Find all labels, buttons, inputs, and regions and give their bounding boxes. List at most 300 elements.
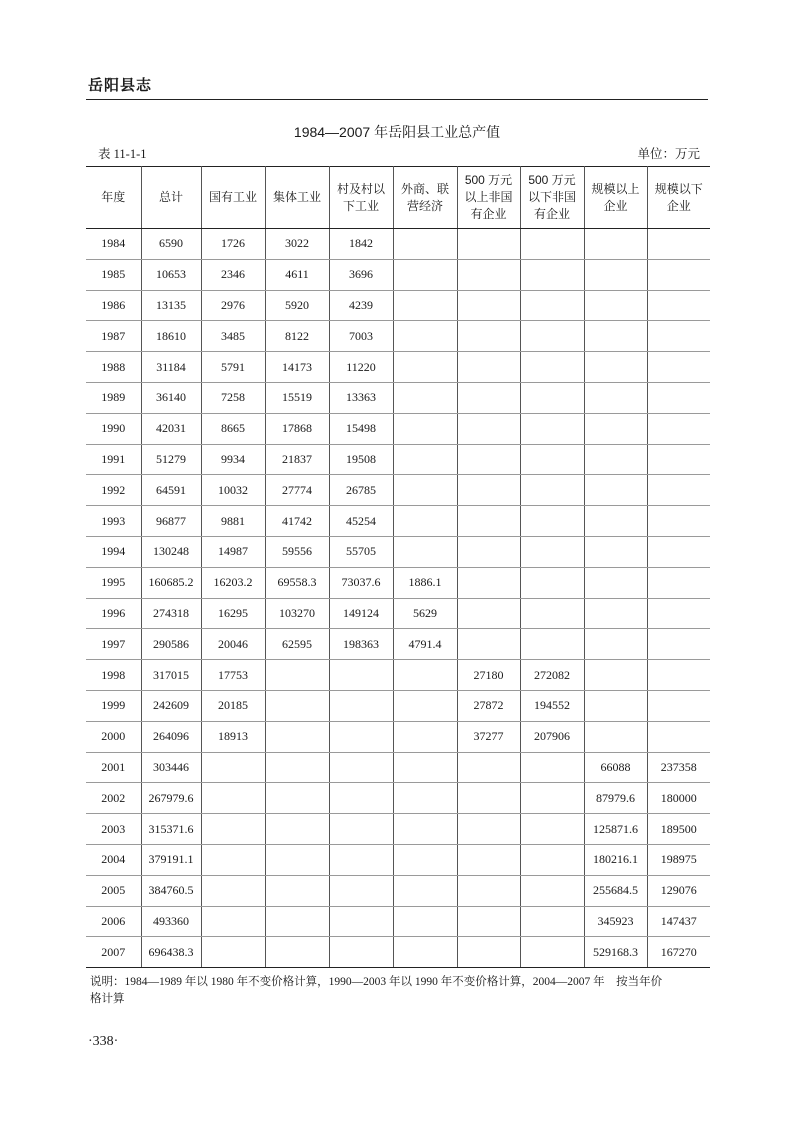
value-cell bbox=[647, 721, 710, 752]
table-row bbox=[86, 352, 710, 383]
column-header-line: 规模以下 bbox=[654, 181, 703, 196]
column-header-line: 企业 bbox=[603, 198, 628, 213]
value-cell bbox=[520, 536, 584, 567]
value-cell: 6590 bbox=[141, 229, 201, 260]
value-cell: 18913 bbox=[201, 721, 265, 752]
value-cell bbox=[457, 814, 520, 845]
value-cell bbox=[647, 413, 710, 444]
value-cell bbox=[584, 598, 647, 629]
value-cell: 2976 bbox=[201, 290, 265, 321]
year-cell: 1995 bbox=[86, 567, 141, 598]
column-header bbox=[457, 167, 520, 229]
value-cell: 207906 bbox=[520, 721, 584, 752]
column-header bbox=[329, 167, 393, 229]
year-cell: 2003 bbox=[86, 814, 141, 845]
value-cell: 66088 bbox=[584, 752, 647, 783]
value-cell: 51279 bbox=[141, 444, 201, 475]
value-cell: 194552 bbox=[520, 690, 584, 721]
value-cell: 15519 bbox=[265, 382, 329, 413]
value-cell bbox=[393, 475, 457, 506]
value-cell: 59556 bbox=[265, 536, 329, 567]
value-cell bbox=[584, 382, 647, 413]
table-row bbox=[86, 444, 710, 475]
year-cell: 2000 bbox=[86, 721, 141, 752]
value-cell bbox=[520, 598, 584, 629]
value-cell bbox=[393, 690, 457, 721]
table-row bbox=[86, 937, 710, 968]
value-cell: 64591 bbox=[141, 475, 201, 506]
value-cell bbox=[329, 783, 393, 814]
note-line: 说明：1984—1989 年以 1980 年不变价格计算，1990—2003 年以 1990 年不变价格计算，2004—2007 年 按当年价 bbox=[90, 976, 663, 988]
column-header bbox=[201, 167, 265, 229]
value-cell bbox=[457, 629, 520, 660]
value-cell bbox=[520, 259, 584, 290]
value-cell: 17753 bbox=[201, 660, 265, 691]
value-cell: 180000 bbox=[647, 783, 710, 814]
value-cell bbox=[457, 598, 520, 629]
year-cell: 1994 bbox=[86, 536, 141, 567]
table-row bbox=[86, 752, 710, 783]
value-cell bbox=[393, 875, 457, 906]
value-cell bbox=[647, 321, 710, 352]
value-cell: 27774 bbox=[265, 475, 329, 506]
column-header-line: 以下非国 bbox=[527, 190, 576, 204]
value-cell bbox=[520, 567, 584, 598]
value-cell bbox=[520, 814, 584, 845]
value-cell bbox=[457, 229, 520, 260]
value-cell: 7258 bbox=[201, 382, 265, 413]
value-cell bbox=[584, 475, 647, 506]
value-cell bbox=[520, 444, 584, 475]
column-header bbox=[141, 167, 201, 229]
value-cell bbox=[520, 906, 584, 937]
value-cell bbox=[329, 660, 393, 691]
value-cell bbox=[393, 506, 457, 537]
value-cell: 529168.3 bbox=[584, 937, 647, 968]
year-cell: 1997 bbox=[86, 629, 141, 660]
value-cell: 26785 bbox=[329, 475, 393, 506]
value-cell bbox=[265, 844, 329, 875]
value-cell bbox=[393, 444, 457, 475]
value-cell bbox=[520, 629, 584, 660]
table-row bbox=[86, 382, 710, 413]
value-cell: 20185 bbox=[201, 690, 265, 721]
value-cell bbox=[647, 660, 710, 691]
column-header bbox=[584, 167, 647, 229]
value-cell bbox=[265, 906, 329, 937]
table-row bbox=[86, 844, 710, 875]
value-cell: 14987 bbox=[201, 536, 265, 567]
year-cell: 1996 bbox=[86, 598, 141, 629]
value-cell: 189500 bbox=[647, 814, 710, 845]
page-number: ·338· bbox=[88, 1034, 119, 1049]
year-cell: 2004 bbox=[86, 844, 141, 875]
value-cell: 147437 bbox=[647, 906, 710, 937]
value-cell: 1886.1 bbox=[393, 567, 457, 598]
value-cell: 10032 bbox=[201, 475, 265, 506]
value-cell bbox=[265, 721, 329, 752]
value-cell: 11220 bbox=[329, 352, 393, 383]
value-cell bbox=[265, 814, 329, 845]
value-cell: 2346 bbox=[201, 259, 265, 290]
value-cell: 17868 bbox=[265, 413, 329, 444]
value-cell: 5791 bbox=[201, 352, 265, 383]
year-cell: 1989 bbox=[86, 382, 141, 413]
value-cell: 7003 bbox=[329, 321, 393, 352]
column-header-line: 规模以上 bbox=[591, 181, 640, 196]
table-row bbox=[86, 690, 710, 721]
value-cell: 16295 bbox=[201, 598, 265, 629]
value-cell bbox=[584, 229, 647, 260]
value-cell bbox=[329, 690, 393, 721]
value-cell: 242609 bbox=[141, 690, 201, 721]
column-header bbox=[647, 167, 710, 229]
value-cell: 125871.6 bbox=[584, 814, 647, 845]
value-cell bbox=[457, 321, 520, 352]
table-title: 1984—2007 年岳阳县工业总产值 bbox=[293, 124, 501, 140]
value-cell: 198975 bbox=[647, 844, 710, 875]
value-cell bbox=[393, 352, 457, 383]
value-cell bbox=[393, 783, 457, 814]
value-cell bbox=[520, 937, 584, 968]
table-row bbox=[86, 629, 710, 660]
value-cell bbox=[520, 752, 584, 783]
value-cell bbox=[457, 875, 520, 906]
value-cell bbox=[457, 444, 520, 475]
value-cell bbox=[393, 844, 457, 875]
column-header-line: 村及村以 bbox=[336, 181, 385, 196]
value-cell bbox=[329, 937, 393, 968]
industrial-output-table bbox=[86, 166, 710, 968]
table-row bbox=[86, 506, 710, 537]
value-cell: 4611 bbox=[265, 259, 329, 290]
value-cell bbox=[647, 352, 710, 383]
year-cell: 1998 bbox=[86, 660, 141, 691]
value-cell bbox=[584, 721, 647, 752]
year-cell: 1991 bbox=[86, 444, 141, 475]
value-cell: 303446 bbox=[141, 752, 201, 783]
column-header-line: 有企业 bbox=[533, 207, 570, 221]
value-cell bbox=[647, 290, 710, 321]
value-cell: 290586 bbox=[141, 629, 201, 660]
value-cell bbox=[520, 413, 584, 444]
value-cell: 21837 bbox=[265, 444, 329, 475]
value-cell bbox=[520, 321, 584, 352]
year-cell: 1986 bbox=[86, 290, 141, 321]
value-cell: 73037.6 bbox=[329, 567, 393, 598]
value-cell bbox=[457, 844, 520, 875]
value-cell bbox=[393, 413, 457, 444]
value-cell bbox=[393, 660, 457, 691]
value-cell: 237358 bbox=[647, 752, 710, 783]
value-cell bbox=[647, 382, 710, 413]
value-cell bbox=[520, 290, 584, 321]
table-row bbox=[86, 814, 710, 845]
value-cell: 317015 bbox=[141, 660, 201, 691]
value-cell bbox=[265, 752, 329, 783]
table-note bbox=[90, 974, 710, 1008]
value-cell bbox=[393, 814, 457, 845]
value-cell bbox=[457, 752, 520, 783]
value-cell: 384760.5 bbox=[141, 875, 201, 906]
value-cell: 272082 bbox=[520, 660, 584, 691]
year-cell: 2002 bbox=[86, 783, 141, 814]
value-cell: 167270 bbox=[647, 937, 710, 968]
column-header-line: 集体工业 bbox=[272, 190, 321, 204]
value-cell bbox=[647, 567, 710, 598]
column-header bbox=[86, 167, 141, 229]
value-cell bbox=[457, 536, 520, 567]
value-cell: 1842 bbox=[329, 229, 393, 260]
column-header-line: 500 万元 bbox=[464, 173, 513, 187]
year-cell: 2007 bbox=[86, 937, 141, 968]
column-header-line: 企业 bbox=[666, 198, 691, 213]
value-cell bbox=[457, 906, 520, 937]
value-cell bbox=[584, 567, 647, 598]
table-row bbox=[86, 229, 710, 260]
value-cell bbox=[393, 937, 457, 968]
value-cell bbox=[201, 783, 265, 814]
value-cell bbox=[457, 783, 520, 814]
running-head: 岳阳县志 bbox=[88, 77, 153, 94]
value-cell: 55705 bbox=[329, 536, 393, 567]
column-header-line: 以上非国 bbox=[464, 190, 513, 204]
value-cell: 696438.3 bbox=[141, 937, 201, 968]
value-cell bbox=[647, 629, 710, 660]
value-cell bbox=[457, 506, 520, 537]
value-cell bbox=[329, 906, 393, 937]
value-cell: 16203.2 bbox=[201, 567, 265, 598]
value-cell: 20046 bbox=[201, 629, 265, 660]
value-cell: 27180 bbox=[457, 660, 520, 691]
value-cell bbox=[584, 506, 647, 537]
value-cell bbox=[329, 721, 393, 752]
table-body bbox=[86, 229, 710, 968]
value-cell bbox=[520, 352, 584, 383]
column-header-line: 500 万元 bbox=[528, 173, 576, 187]
value-cell: 4239 bbox=[329, 290, 393, 321]
value-cell bbox=[329, 875, 393, 906]
value-cell bbox=[393, 536, 457, 567]
value-cell: 493360 bbox=[141, 906, 201, 937]
value-cell: 15498 bbox=[329, 413, 393, 444]
value-cell: 267979.6 bbox=[141, 783, 201, 814]
value-cell: 69558.3 bbox=[265, 567, 329, 598]
value-cell bbox=[329, 814, 393, 845]
value-cell: 96877 bbox=[141, 506, 201, 537]
table-row bbox=[86, 598, 710, 629]
value-cell bbox=[457, 475, 520, 506]
value-cell: 274318 bbox=[141, 598, 201, 629]
year-cell: 1985 bbox=[86, 259, 141, 290]
value-cell: 31184 bbox=[141, 352, 201, 383]
table-row bbox=[86, 290, 710, 321]
table-row bbox=[86, 783, 710, 814]
year-cell: 1999 bbox=[86, 690, 141, 721]
value-cell: 9934 bbox=[201, 444, 265, 475]
year-cell: 2006 bbox=[86, 906, 141, 937]
value-cell: 4791.4 bbox=[393, 629, 457, 660]
year-cell: 1984 bbox=[86, 229, 141, 260]
value-cell: 264096 bbox=[141, 721, 201, 752]
value-cell bbox=[457, 413, 520, 444]
value-cell: 379191.1 bbox=[141, 844, 201, 875]
value-cell: 129076 bbox=[647, 875, 710, 906]
value-cell bbox=[647, 475, 710, 506]
value-cell bbox=[647, 229, 710, 260]
value-cell: 5920 bbox=[265, 290, 329, 321]
value-cell: 345923 bbox=[584, 906, 647, 937]
value-cell bbox=[201, 752, 265, 783]
table-row bbox=[86, 567, 710, 598]
value-cell: 198363 bbox=[329, 629, 393, 660]
value-cell bbox=[265, 783, 329, 814]
value-cell: 14173 bbox=[265, 352, 329, 383]
value-cell bbox=[393, 259, 457, 290]
table-row bbox=[86, 321, 710, 352]
value-cell bbox=[520, 229, 584, 260]
value-cell bbox=[393, 752, 457, 783]
value-cell: 8122 bbox=[265, 321, 329, 352]
value-cell bbox=[520, 382, 584, 413]
table-row bbox=[86, 721, 710, 752]
value-cell: 130248 bbox=[141, 536, 201, 567]
value-cell bbox=[265, 875, 329, 906]
value-cell bbox=[393, 290, 457, 321]
value-cell: 255684.5 bbox=[584, 875, 647, 906]
value-cell: 18610 bbox=[141, 321, 201, 352]
value-cell: 41742 bbox=[265, 506, 329, 537]
value-cell: 103270 bbox=[265, 598, 329, 629]
value-cell: 37277 bbox=[457, 721, 520, 752]
value-cell: 160685.2 bbox=[141, 567, 201, 598]
value-cell bbox=[647, 598, 710, 629]
value-cell bbox=[457, 352, 520, 383]
value-cell bbox=[457, 567, 520, 598]
value-cell: 36140 bbox=[141, 382, 201, 413]
value-cell bbox=[647, 506, 710, 537]
value-cell bbox=[647, 259, 710, 290]
column-header-line: 年度 bbox=[101, 190, 126, 204]
value-cell: 13363 bbox=[329, 382, 393, 413]
value-cell bbox=[584, 444, 647, 475]
value-cell bbox=[329, 844, 393, 875]
value-cell bbox=[265, 937, 329, 968]
value-cell bbox=[201, 814, 265, 845]
value-cell: 180216.1 bbox=[584, 844, 647, 875]
table-unit: 单位：万元 bbox=[637, 147, 700, 161]
table-row bbox=[86, 875, 710, 906]
value-cell bbox=[584, 290, 647, 321]
value-cell bbox=[393, 229, 457, 260]
table-row bbox=[86, 536, 710, 567]
value-cell bbox=[393, 906, 457, 937]
table-row bbox=[86, 906, 710, 937]
value-cell bbox=[520, 783, 584, 814]
table-row bbox=[86, 259, 710, 290]
column-header-line: 国有工业 bbox=[208, 190, 257, 204]
value-cell: 62595 bbox=[265, 629, 329, 660]
value-cell: 19508 bbox=[329, 444, 393, 475]
value-cell: 315371.6 bbox=[141, 814, 201, 845]
value-cell bbox=[584, 413, 647, 444]
value-cell bbox=[393, 321, 457, 352]
value-cell bbox=[329, 752, 393, 783]
value-cell bbox=[393, 721, 457, 752]
note-line: 格计算 bbox=[90, 993, 125, 1005]
value-cell: 10653 bbox=[141, 259, 201, 290]
value-cell bbox=[265, 690, 329, 721]
value-cell: 8665 bbox=[201, 413, 265, 444]
value-cell bbox=[647, 536, 710, 567]
value-cell bbox=[647, 690, 710, 721]
column-header bbox=[265, 167, 329, 229]
column-header-line: 营经济 bbox=[406, 198, 443, 213]
value-cell bbox=[520, 506, 584, 537]
value-cell bbox=[201, 844, 265, 875]
value-cell bbox=[520, 475, 584, 506]
header-rule bbox=[86, 99, 708, 100]
column-header bbox=[393, 167, 457, 229]
value-cell: 3485 bbox=[201, 321, 265, 352]
table-row bbox=[86, 413, 710, 444]
value-cell bbox=[457, 937, 520, 968]
value-cell: 3022 bbox=[265, 229, 329, 260]
value-cell bbox=[584, 629, 647, 660]
year-cell: 1987 bbox=[86, 321, 141, 352]
value-cell bbox=[584, 690, 647, 721]
value-cell: 149124 bbox=[329, 598, 393, 629]
column-header-line: 有企业 bbox=[470, 207, 507, 221]
value-cell: 5629 bbox=[393, 598, 457, 629]
value-cell bbox=[520, 875, 584, 906]
value-cell: 42031 bbox=[141, 413, 201, 444]
column-header-line: 下工业 bbox=[342, 198, 379, 213]
year-cell: 2001 bbox=[86, 752, 141, 783]
value-cell: 1726 bbox=[201, 229, 265, 260]
value-cell bbox=[584, 321, 647, 352]
value-cell bbox=[201, 875, 265, 906]
value-cell bbox=[647, 444, 710, 475]
value-cell bbox=[265, 660, 329, 691]
column-header-line: 总计 bbox=[158, 190, 183, 204]
year-cell: 1992 bbox=[86, 475, 141, 506]
value-cell: 87979.6 bbox=[584, 783, 647, 814]
value-cell bbox=[584, 352, 647, 383]
column-header-line: 外商、联 bbox=[400, 181, 449, 196]
value-cell: 3696 bbox=[329, 259, 393, 290]
value-cell: 27872 bbox=[457, 690, 520, 721]
value-cell bbox=[201, 906, 265, 937]
table-number: 表 11-1-1 bbox=[98, 147, 147, 161]
value-cell bbox=[584, 660, 647, 691]
year-cell: 2005 bbox=[86, 875, 141, 906]
value-cell bbox=[457, 259, 520, 290]
year-cell: 1993 bbox=[86, 506, 141, 537]
year-cell: 1990 bbox=[86, 413, 141, 444]
table-header-row bbox=[86, 167, 710, 229]
value-cell bbox=[457, 382, 520, 413]
value-cell bbox=[584, 536, 647, 567]
value-cell: 9881 bbox=[201, 506, 265, 537]
value-cell bbox=[393, 382, 457, 413]
value-cell bbox=[457, 290, 520, 321]
value-cell bbox=[520, 844, 584, 875]
value-cell: 13135 bbox=[141, 290, 201, 321]
value-cell bbox=[584, 259, 647, 290]
value-cell bbox=[201, 937, 265, 968]
column-header bbox=[520, 167, 584, 229]
